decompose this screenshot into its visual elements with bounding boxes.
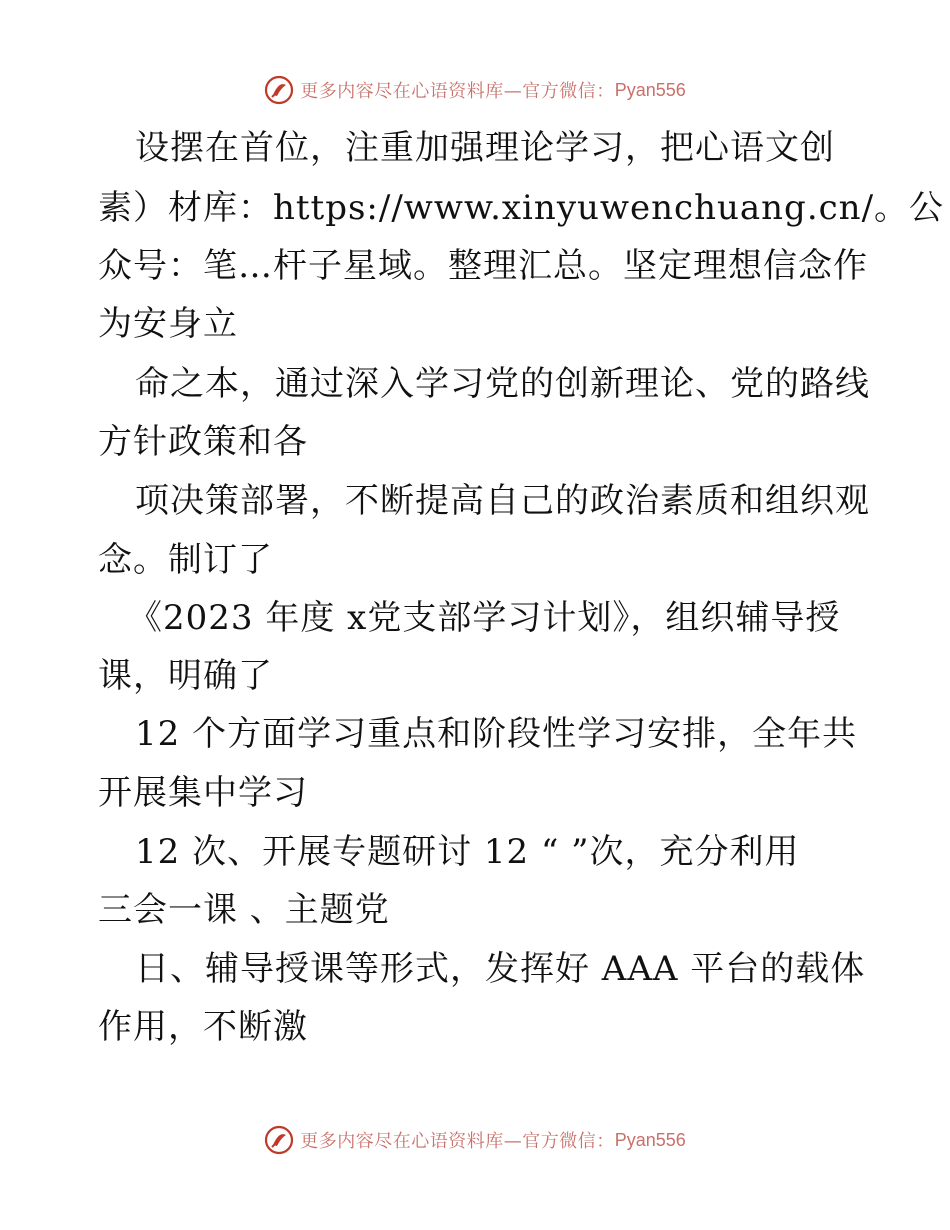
text-line: 众号：笔…杆子星域。整理汇总。坚定理想信念作	[98, 246, 868, 286]
text-line: 项决策部署，不断提高自己的政治素质和组织观	[135, 481, 870, 521]
text-line: 课，明确了	[98, 656, 273, 696]
text-line: 念。制订了	[98, 540, 273, 580]
footer-watermark	[0, 1120, 950, 1160]
text-line: 方针政策和各	[98, 422, 308, 462]
text-line: 素）材库：https://www.xinyuwenchuang.cn/。公	[98, 188, 945, 228]
text-line: 三会一课 、主题党	[98, 890, 390, 930]
seal-logo-icon	[264, 75, 294, 105]
header-watermark	[0, 70, 950, 110]
watermark-brand-text: 更多内容尽在心语资料库—官方微信：	[300, 81, 615, 102]
text-line: 12 次、开展专题研讨 12 “ ”次，充分利用	[135, 832, 800, 872]
text-line: 作用，不断激	[98, 1007, 308, 1047]
text-line: 12 个方面学习重点和阶段性学习安排，全年共	[135, 714, 858, 754]
watermark-brand-text: 更多内容尽在心语资料库—官方微信：	[300, 1131, 615, 1152]
text-line: 命之本，通过深入学习党的创新理论、党的路线	[135, 364, 870, 404]
text-line: 为安身立	[98, 304, 238, 344]
text-line: 开展集中学习	[98, 773, 308, 813]
watermark-wechat-id: Pyan556	[614, 1129, 686, 1150]
text-line: 设摆在首位，注重加强理论学习，把心语文创	[135, 128, 835, 168]
text-line: 日、辅导授课等形式，发挥好 AAA 平台的载体	[135, 949, 866, 989]
watermark-wechat-id: Pyan556	[614, 79, 686, 100]
seal-logo-icon	[264, 1125, 294, 1155]
text-line: 《2023 年度 x党支部学习计划》，组织辅导授	[128, 598, 841, 638]
